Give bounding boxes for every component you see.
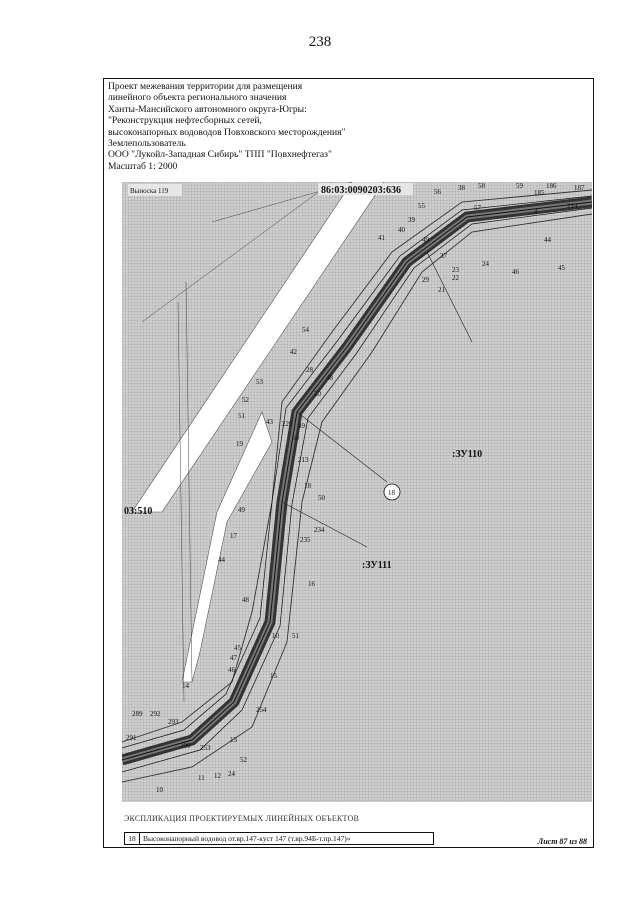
point-label: 185 (534, 189, 545, 197)
point-label: 51 (238, 412, 245, 420)
point-label: 19 (236, 440, 243, 448)
page-number: 238 (308, 34, 332, 50)
point-label: 46 (228, 666, 235, 674)
point-label: 11 (198, 774, 205, 782)
point-label: 12 (214, 772, 221, 780)
point-label: 46 (512, 268, 519, 276)
point-label: 186 (546, 182, 557, 190)
point-label: 58 (478, 182, 485, 190)
point-label: 45 (558, 264, 565, 272)
title-line: "Реконструкция нефтесборных сетей, (108, 115, 262, 127)
point-label: 48 (242, 596, 249, 604)
point-label: 38 (458, 184, 465, 192)
title-line: Проект межевания территории для размещения (108, 81, 303, 92)
point-label: 29 (422, 276, 429, 284)
point-label: 48 (326, 374, 333, 382)
point-label: 4 (534, 208, 538, 216)
point-label: 290 (180, 742, 191, 750)
point-label: 51 (292, 632, 299, 640)
legend-number: 18 (125, 833, 140, 844)
drawing-frame (103, 78, 594, 848)
parcel-label: 03:510 (124, 506, 153, 517)
point-label: 21 (438, 286, 445, 294)
zone-label-b: :ЗУ111 (362, 560, 392, 571)
legend-row (124, 832, 434, 845)
point-label: 234 (314, 526, 325, 534)
point-label: 20 (314, 390, 321, 398)
point-label: 49 (422, 236, 429, 244)
sheet-number: Лист 87 из 88 (537, 837, 587, 846)
title-line: ООО "Лукойл-Западная Сибирь" ТПП "Повхнефтегаз" (108, 149, 332, 161)
point-label: 214 (567, 202, 578, 210)
point-label: 16 (308, 580, 315, 588)
point-label: 52 (240, 756, 247, 764)
point-label: 17 (230, 532, 237, 540)
point-label: 24 (482, 260, 489, 268)
map-background (122, 182, 592, 802)
point-label: 49 (298, 422, 305, 430)
point-label: 39 (408, 216, 415, 224)
point-label: 18 (304, 482, 311, 490)
callout-label: Выноска 119 (130, 187, 169, 195)
point-label: 56 (434, 188, 441, 196)
point-label: 49 (238, 506, 245, 514)
point-label: 23 (452, 266, 459, 274)
point-label: 44 (218, 556, 225, 564)
point-label: 55 (418, 202, 425, 210)
title-line: Ханты-Мансийского автономного округа-Югры: (108, 103, 307, 115)
point-label: 50 (292, 434, 299, 442)
point-label: 187 (574, 184, 585, 192)
point-label: 57 (474, 204, 481, 212)
point-label: 53 (256, 378, 263, 386)
legend-title: ЭКСПЛИКАЦИЯ ПРОЕКТИРУЕМЫХ ЛИНЕЙНЫХ ОБЪЕКТОВ (124, 814, 360, 823)
point-label: 59 (516, 182, 523, 190)
legend-text: Высоконапорный водовод от.вр.147-куст 147 (т.вр.94Б-т.пр.147)» (143, 834, 351, 843)
point-label: 293 (168, 718, 179, 726)
map-svg (122, 182, 592, 802)
point-label: 15 (270, 672, 277, 680)
point-label: 14 (182, 682, 189, 690)
point-label: 37 (440, 252, 447, 260)
point-label: 253 (200, 744, 211, 752)
point-label: 50 (318, 494, 325, 502)
point-label: 291 (126, 734, 137, 742)
point-label: 254 (256, 706, 267, 714)
point-label: 289 (132, 710, 143, 718)
point-label: 54 (302, 326, 309, 334)
point-label: 45 (234, 644, 241, 652)
object-ref-label: 18 (388, 489, 395, 497)
cadastral-label: 86:03:0090203:636 (321, 185, 401, 196)
point-label: 52 (242, 396, 249, 404)
point-label: 47 (230, 654, 237, 662)
point-label: 10 (272, 632, 279, 640)
title-line: линейного объекта регионального значения (108, 92, 287, 104)
point-label: 10 (156, 786, 163, 794)
point-label: 24 (228, 770, 235, 778)
point-label: 40 (398, 226, 405, 234)
map-drawing (122, 182, 592, 802)
point-label: 44 (544, 236, 551, 244)
title-line: Землепользователь (108, 138, 186, 150)
point-label: 292 (150, 710, 161, 718)
point-label: 43 (266, 418, 273, 426)
zone-label-a: :ЗУ110 (452, 449, 483, 460)
point-label: 28 (306, 366, 313, 374)
point-label: 42 (290, 348, 297, 356)
title-line: высоконапорных водоводов Повховского месторождения" (108, 126, 346, 138)
title-block (108, 81, 468, 172)
scale-label: Масштаб 1: 2000 (108, 160, 178, 172)
point-label: 41 (378, 234, 385, 242)
point-label: 22 (452, 274, 459, 282)
point-label: 213 (298, 456, 309, 464)
point-label: 226 (282, 420, 293, 428)
point-label: 13 (230, 736, 237, 744)
point-label: 235 (300, 536, 311, 544)
